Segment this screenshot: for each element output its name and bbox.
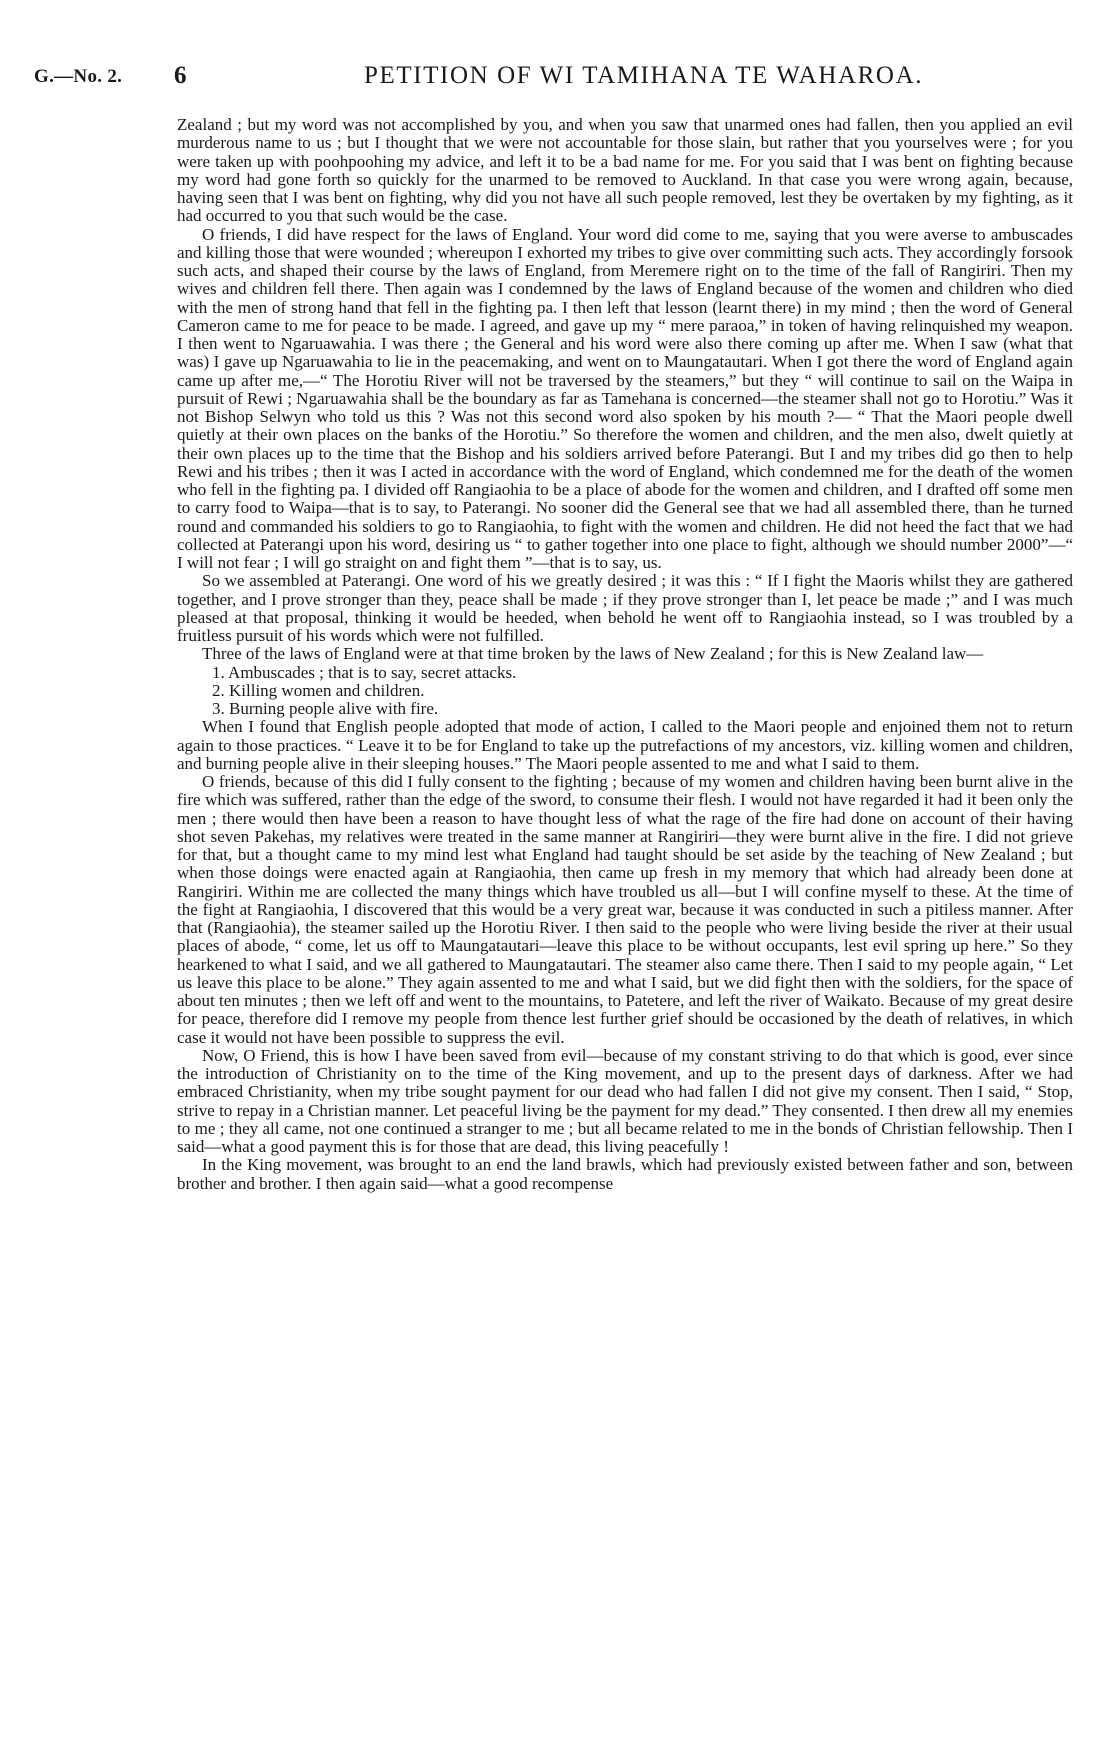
paragraph: O friends, because of this did I fully consent to the fighting ; because of my women and children having been burnt alive in the fire which was suffered, rather than the edge of the sword, to consume their flesh. I would not have regarded it had it been only the men ; there would then have been a reason to have thought less of what the rage of the fire had done on account of their having shot seven Pakehas, my relatives were treated in the same manner at Rangiriri—they were burnt alive in the fire. I did not grieve for that, but a thought came to my mind lest what England had taught should be set aside by the teaching of New Zealand ; but when those doings were enacted again at Rangiaohia, then came up fresh in my memory that which had already been done at Rangiriri. Within me are collected the many things which have troubled us all—but I will confine myself to these. At the time of the fight at Rangiaohia, I discovered that this would be a very great war, because it was conducted in such a pitiless manner. After that (Rangiaohia), the steamer sailed up the Horotiu River. I then said to the people who were living beside the river at their usual places of abode, “ come, let us off to Maungatautari—leave this place to be without occupants, lest evil spring up here.” So they hearkened to what I said, and we all gathered to Maungatautari. The steamer also came there. Then I said to my people again, “ Let us leave this place to be alone.” They again assented to me and what I said, but we did fight then with the soldiers, for the space of about ten minutes ; then we left off and went to the mountains, to Patetere, and left the river of Waikato. Because of my great desire for peace, therefore did I remove my people from thence lest further grief should be occasioned by the death of relatives, in which case it would not have been possible to suppress the evil. [177, 772, 1073, 1047]
paragraph: So we assembled at Paterangi. One word of his we greatly desired ; it was this : “ If I fight the Maoris whilst they are gathered together, and I prove stronger than they, peace shall be made ; if they prove stronger than I, let peace be made ;” and I was much pleased at that proposal, thinking it would be heeded, when behold he went off to Rangiaohia instead, so I was troubled by a fruitless pursuit of his words which were not fulfilled. [177, 571, 1073, 645]
page-title: PETITION OF WI TAMIHANA TE WAHAROA. [364, 62, 924, 89]
paragraph-continuation: Zealand ; but my word was not accomplished by you, and when you saw that unarmed ones had fallen, then you applied an evil murderous name to us ; but I thought that we were not accountable for those slain, but rather that you yourselves were ; for you were taken up with poohpoohing my advice, and left it to be a bad name for me. For you said that I was bent on fighting because my word had gone forth so quickly for the unarmed to be removed to Auckland. In that case you were wrong again, because, having seen that I was bent on fighting, why did you not have all such people removed, lest they be overtaken by my fighting, as it had occurred to you that such would be the case. [177, 115, 1073, 226]
paragraph: Now, O Friend, this is how I have been saved from evil—because of my constant striving to do that which is good, ever since the introduction of Christianity on to the time of the King movement, and up to the present days of darkness. After we had embraced Christianity, when my tribe sought payment for our dead who had fallen I did not give my consent. Then I said, “ Stop, strive to repay in a Christian manner. Let peaceful living be the payment for my dead.” They consented. I then drew all my enemies to me ; they all came, not one continued a stranger to me ; but all became related to me in the bonds of Christian fellowship. Then I said—what a good payment this is for those that are dead, this living peacefully ! [177, 1045, 1073, 1156]
page-header [34, 62, 1078, 92]
paragraph: O friends, I did have respect for the laws of England. Your word did come to me, saying that you were averse to ambuscades and killing those that were wounded ; whereupon I exhorted my tribes to give over committing such acts. They accordingly forsook such acts, and shaped their course by the laws of England, from Meremere right on to the time of the fall of Rangiriri. Then my wives and children fell there. Then again was I condemned by the laws of England because of the women and children who died with the men of strong hand that fell in the fighting pa. I then left that lesson (learnt there) in my mind ; then the word of General Cameron came to me for peace to be made. I agreed, and gave up my “ mere paraoa,” in token of having relinquished my weapon. I then went to Ngaruawahia. I was there ; the General and his word were also there coming up after me. When I saw (what that was) I gave up Ngaruawahia to lie in the peacemaking, and went on to Maungatautari. When I got there the word of England again came up after me,—“ The Horotiu River will not be traversed by the steamers,” but they “ will continue to sail on the Waipa in pursuit of Rewi ; Ngaruawahia shall be the boundary as far as Tamehana is concerned—the steamer shall not go to Horotiu.” Was it not Bishop Selwyn who told us this ? Was not this second word also spoken by his mouth ?— “ That the Maori people dwell quietly at their own places on the banks of the Horotiu.” So therefore the women and children, and the men also, dwelt quietly at their own places up to the time that the Bishop and his soldiers arrived before Paterangi. But I and my tribes did go then to help Rewi and his tribes ; then it was I acted in accordance with the word of England, which condemned me for the death of the women who fell in the fighting pa. I divided off Rangiaohia to be a place of abode for the women and children, and I drafted off some men to carry food to Waipa—that is to say, to Paterangi. No sooner did the General see that we had all assembled there, than he turned round and commanded his soldiers to go to Rangiaohia, to fight with the women and children. He did not heed the fact that we had collected at Paterangi upon his word, desiring us “ to gather together into one place to fight, although we should number 2000”—“ I will not fear ; I will go straight on and fight them ”—that is to say, us. [177, 224, 1073, 572]
list-item-burning: 3. Burning people alive with fire. [212, 699, 439, 718]
list-item-killing: 2. Killing women and children. [212, 680, 425, 700]
document-body [177, 116, 1073, 1193]
paragraph: Three of the laws of England were at that time broken by the laws of New Zealand ; for this is New Zealand law— [202, 644, 984, 664]
list-item-ambuscades: 1. Ambuscades ; that is to say, secret attacks. [212, 662, 517, 682]
document-reference: G.—No. 2. [34, 66, 123, 87]
paragraph: When I found that English people adopted that mode of action, I called to the Maori people and enjoined them not to return again to those practices. “ Leave it to be for England to take up the putrefactions of my ancestors, viz. killing women and children, and burning people alive in their sleeping houses.” The Maori people assented to me and what I said to them. [177, 717, 1073, 773]
paragraph: In the King movement, was brought to an end the land brawls, which had previously existed between father and son, between brother and brother. I then again said—what a good recompense [177, 1155, 1073, 1193]
page-number: 6 [174, 62, 187, 89]
